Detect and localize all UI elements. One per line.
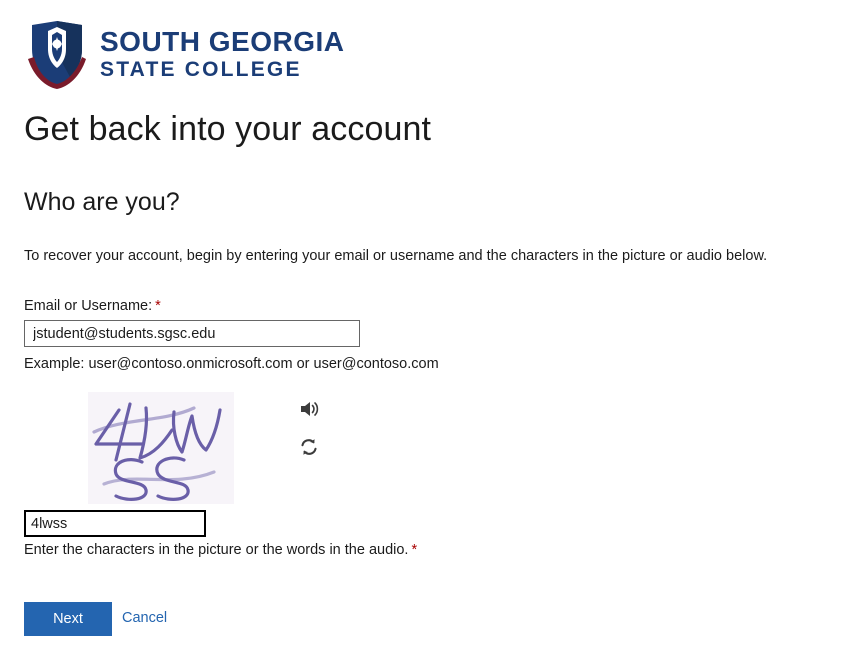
- next-button[interactable]: Next: [24, 602, 112, 636]
- captcha-hint-label: Enter the characters in the picture or the words in the audio.: [24, 542, 409, 558]
- page-subtitle: Who are you?: [24, 188, 180, 216]
- email-or-username-input[interactable]: [24, 320, 360, 347]
- email-field-label: [24, 298, 161, 314]
- captcha-hint-text: [24, 542, 417, 558]
- captcha-tools: [296, 396, 328, 472]
- captcha-input[interactable]: [24, 510, 206, 537]
- captcha-required-marker: *: [411, 542, 418, 558]
- captcha-image: [24, 392, 294, 504]
- shield-crest-icon: [24, 19, 90, 89]
- refresh-icon[interactable]: [296, 434, 322, 460]
- instructions-text: To recover your account, begin by entering your email or username and the characters in the picture or audio below.: [24, 248, 768, 264]
- brand-line-2: STATE COLLEGE: [100, 58, 302, 81]
- speaker-icon[interactable]: [296, 396, 322, 422]
- email-example-text: Example: user@contoso.onmicrosoft.com or user@contoso.com: [24, 356, 439, 372]
- email-label-text: Email or Username:: [24, 298, 153, 314]
- brand-logo: [24, 18, 345, 90]
- cancel-link[interactable]: Cancel: [122, 610, 168, 626]
- brand-line-1: SOUTH GEORGIA: [100, 26, 345, 57]
- email-required-marker: *: [155, 298, 161, 314]
- brand-wordmark: [100, 28, 345, 80]
- page-title: Get back into your account: [24, 110, 432, 148]
